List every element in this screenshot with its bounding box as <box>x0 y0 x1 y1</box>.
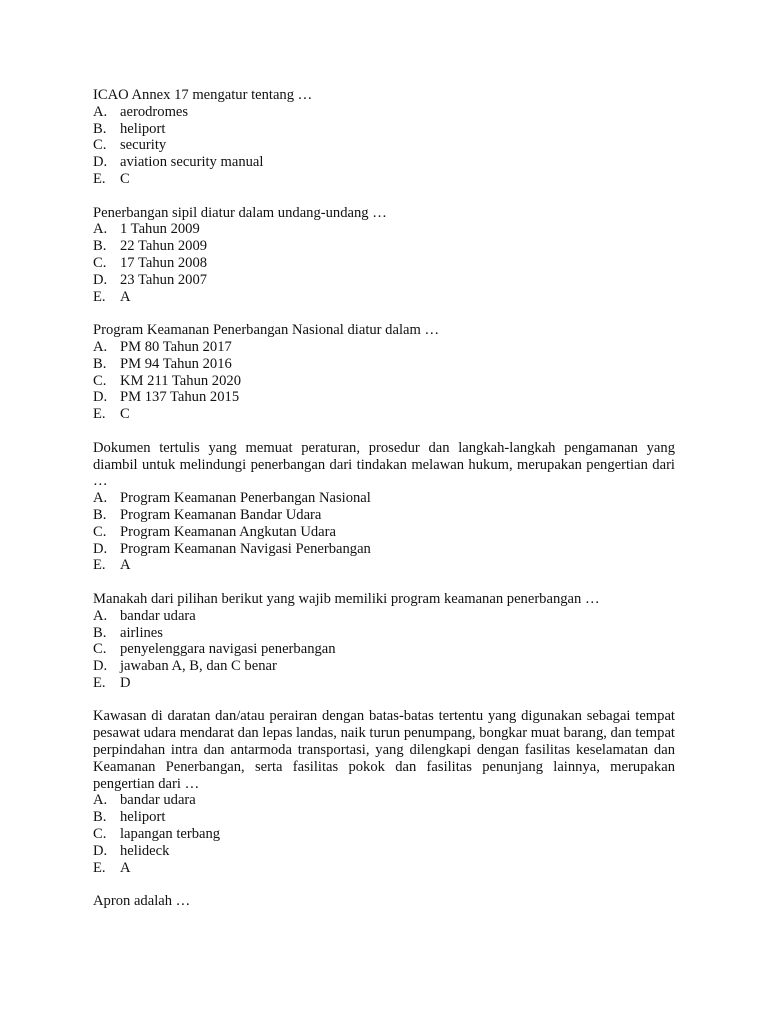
option-letter: B. <box>93 238 107 255</box>
option-letter: B. <box>93 120 107 137</box>
option-b <box>93 356 675 373</box>
option-text: jawaban A, B, dan C benar <box>120 658 277 675</box>
options-list <box>93 608 675 692</box>
option-text: PM 80 Tahun 2017 <box>120 338 232 355</box>
option-a <box>93 792 675 809</box>
option-e <box>93 557 675 574</box>
option-text: heliport <box>120 809 166 826</box>
question-text: Kawasan di daratan dan/atau perairan dengan batas-batas tertentu yang digunakan sebagai tempat pesawat udara mendarat dan lepas landas, naik turun penumpang, bongkar muat barang, dan tempat perpindahan intra dan antarmoda transportasi, yang dilengkapi dengan fasilitas keselamatan dan Keamanan Penerbangan, serta fasilitas pokok dan fasilitas penunjang lainnya, merupakan pengertian dari … <box>93 708 675 792</box>
option-letter: A. <box>93 338 108 355</box>
option-letter: D. <box>93 842 108 859</box>
option-letter: B. <box>93 506 107 523</box>
question-3 <box>93 322 675 423</box>
options-list <box>93 221 675 305</box>
option-letter: E. <box>93 557 106 574</box>
option-letter: E. <box>93 170 106 187</box>
option-a <box>93 221 675 238</box>
question-text: Manakah dari pilihan berikut yang wajib memiliki program keamanan penerbangan … <box>93 590 600 607</box>
option-text: heliport <box>120 120 166 137</box>
option-text: A <box>120 288 131 305</box>
option-text: lapangan terbang <box>120 826 221 843</box>
options-list <box>93 490 675 574</box>
question-text: Program Keamanan Penerbangan Nasional diatur dalam … <box>93 322 440 339</box>
option-text: PM 94 Tahun 2016 <box>120 355 232 372</box>
option-text: helideck <box>120 842 170 859</box>
option-letter: E. <box>93 674 106 691</box>
option-b <box>93 507 675 524</box>
option-letter: C. <box>93 372 107 389</box>
option-a <box>93 339 675 356</box>
option-c <box>93 255 675 272</box>
option-e <box>93 860 675 877</box>
option-letter: B. <box>93 355 107 372</box>
option-text: 17 Tahun 2008 <box>120 254 208 271</box>
option-letter: D. <box>93 540 108 557</box>
option-c <box>93 137 675 154</box>
question-1 <box>93 87 675 188</box>
option-c <box>93 524 675 541</box>
option-e <box>93 406 675 423</box>
option-letter: B. <box>93 809 107 826</box>
option-b <box>93 121 675 138</box>
option-c <box>93 641 675 658</box>
option-letter: A. <box>93 490 108 507</box>
option-letter: A. <box>93 607 108 624</box>
option-letter: D. <box>93 154 108 171</box>
option-text: KM 211 Tahun 2020 <box>120 372 241 389</box>
option-letter: D. <box>93 658 108 675</box>
option-text: Program Keamanan Navigasi Penerbangan <box>120 540 371 557</box>
option-letter: B. <box>93 624 107 641</box>
option-letter: E. <box>93 859 106 876</box>
option-d <box>93 541 675 558</box>
option-a <box>93 608 675 625</box>
option-text: bandar udara <box>120 607 196 624</box>
option-letter: A. <box>93 221 108 238</box>
options-list <box>93 792 675 876</box>
question-7 <box>93 893 675 910</box>
option-text: 22 Tahun 2009 <box>120 238 208 255</box>
option-text: PM 137 Tahun 2015 <box>120 389 240 406</box>
option-text: C <box>120 406 130 423</box>
option-a <box>93 104 675 121</box>
option-e <box>93 171 675 188</box>
option-letter: D. <box>93 389 108 406</box>
option-letter: C. <box>93 137 107 154</box>
option-text: A <box>120 859 131 876</box>
option-text: security <box>120 137 167 154</box>
options-list <box>93 104 675 188</box>
option-text: 23 Tahun 2007 <box>120 271 208 288</box>
option-text: A <box>120 557 131 574</box>
option-letter: A. <box>93 103 108 120</box>
option-text: airlines <box>120 624 163 641</box>
option-text: Program Keamanan Bandar Udara <box>120 506 322 523</box>
option-text: Program Keamanan Penerbangan Nasional <box>120 490 371 507</box>
option-letter: A. <box>93 792 108 809</box>
option-e <box>93 675 675 692</box>
option-c <box>93 826 675 843</box>
option-b <box>93 625 675 642</box>
option-letter: E. <box>93 406 106 423</box>
option-d <box>93 843 675 860</box>
question-text: Penerbangan sipil diatur dalam undang-undang … <box>93 204 387 221</box>
question-6 <box>93 708 675 876</box>
option-d <box>93 658 675 675</box>
option-text: 1 Tahun 2009 <box>120 221 200 238</box>
option-letter: D. <box>93 271 108 288</box>
question-text: Dokumen tertulis yang memuat peraturan, prosedur dan langkah-langkah pengamanan yang diambil untuk melindungi penerbangan dari tindakan melawan hukum, merupakan pengertian dari … <box>93 439 675 490</box>
option-letter: C. <box>93 523 107 540</box>
option-text: penyelenggara navigasi penerbangan <box>120 641 336 658</box>
option-a <box>93 490 675 507</box>
option-text: Program Keamanan Angkutan Udara <box>120 523 336 540</box>
question-5 <box>93 591 675 692</box>
options-list <box>93 339 675 423</box>
option-b <box>93 809 675 826</box>
option-letter: C. <box>93 254 107 271</box>
question-4 <box>93 440 675 574</box>
option-text: aviation security manual <box>120 154 264 171</box>
option-letter: E. <box>93 288 106 305</box>
question-2 <box>93 205 675 306</box>
question-text: Apron adalah … <box>93 893 191 910</box>
option-text: D <box>120 674 131 691</box>
option-letter: C. <box>93 826 107 843</box>
option-c <box>93 373 675 390</box>
option-e <box>93 289 675 306</box>
option-d <box>93 272 675 289</box>
question-text: ICAO Annex 17 mengatur tentang … <box>93 87 313 103</box>
option-d <box>93 389 675 406</box>
option-text: bandar udara <box>120 792 196 809</box>
option-letter: C. <box>93 641 107 658</box>
option-b <box>93 238 675 255</box>
option-text: C <box>120 170 130 187</box>
option-text: aerodromes <box>120 103 189 120</box>
option-d <box>93 154 675 171</box>
